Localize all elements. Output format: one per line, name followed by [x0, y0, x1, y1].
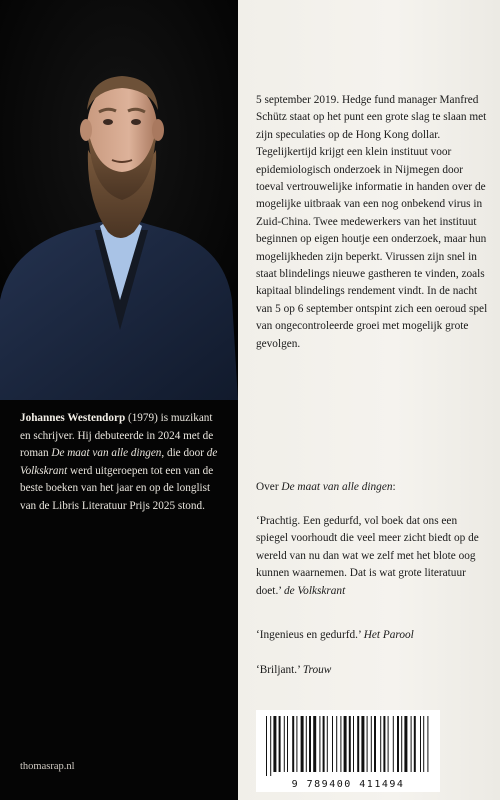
barcode-bar [404, 716, 407, 772]
reviews-heading [256, 479, 488, 496]
bio-newspaper: de Volkskrant [20, 447, 218, 477]
bio-text-1: is muzikant en schrijver. Hij debuteerde in 2024 met de roman [20, 412, 214, 459]
barcode-bar [414, 716, 416, 772]
barcode-bar [292, 716, 294, 772]
bio-text-2: , die door [161, 447, 207, 459]
review-quote-text: ‘Prachtig. Een gedurfd, vol boek dat ons een spiegel voorhoudt die veel meer zicht biedt op de wereld van nu dan wat we zelf met het blote oog kunnen waarnemen. Dat is wat grote literatuur doet.’ [256, 515, 479, 597]
barcode-bar [309, 716, 311, 772]
barcode-bar [423, 716, 424, 772]
barcode-bar [427, 716, 428, 772]
barcode-bar [336, 716, 337, 772]
barcode-bar [397, 716, 399, 772]
barcode-bar [380, 716, 381, 772]
barcode-bar [319, 716, 320, 772]
reviews-heading-prefix: Over [256, 481, 282, 493]
barcode-bar [349, 716, 351, 772]
barcode-bar [273, 716, 276, 772]
barcode-bar [411, 716, 412, 772]
bio-novel-title: De maat van alle dingen [51, 447, 162, 459]
barcode-bar [301, 716, 304, 772]
left-panel [0, 0, 238, 800]
bio-text-3: werd uitgeroepen tot een van de beste boeken van het jaar en op de longlist van de Libris Literatuur Prijs 2025 stond. [20, 464, 214, 512]
barcode-bar [353, 716, 354, 772]
review-quote-source: de Volkskrant [284, 584, 346, 597]
barcode-bar [270, 716, 271, 776]
barcode-bar [344, 716, 347, 772]
barcode-bar [287, 716, 288, 772]
barcode-bar [371, 716, 372, 772]
barcode-bar [340, 716, 341, 772]
reviews-heading-title: De maat van alle dingen [281, 481, 393, 493]
review-quote [256, 662, 488, 679]
author-portrait [0, 0, 238, 400]
book-blurb: 5 september 2019. Hedge fund manager Manfred Schütz staat op het punt een grote slag te slaan met zijn speculaties op de Hong Kong dollar. Tegelijkertijd krijgt een klein instituut voor epidemiologisch onderzoek in Nijmegen door toeval vertrouwelijke informatie in handen over de mogelijke uitbraak van een nog onbekend virus in Zuid-China. Twee medewerkers van het instituut beginnen op eigen houtje een onderzoek, maar hun mogelijkheden zijn beperkt. Virussen zijn snel in staat blindelings nieuwe gastheren te vinden, zoals kapitaal blindelings rendement vindt. In de nacht van 5 op 6 september ontspint zich een oeroud spel van ongecontroleerde groei met mogelijk grote gevolgen. [256, 94, 488, 350]
review-quote-source: Trouw [302, 664, 332, 676]
barcode-bar [361, 716, 364, 772]
author-photo [0, 0, 238, 400]
review-quote-text: ‘Briljant.’ [256, 664, 303, 676]
barcode-bar [332, 716, 333, 772]
author-name: Johannes Westendorp [20, 412, 126, 424]
barcode-bar [401, 716, 402, 772]
barcode-bar [323, 716, 325, 772]
right-panel [238, 0, 500, 800]
review-quote [256, 513, 488, 600]
barcode-bar [420, 716, 421, 772]
barcode-bar [367, 716, 368, 772]
barcode-bar [306, 716, 307, 772]
author-bio [20, 410, 220, 515]
barcode-bar [284, 716, 285, 772]
barcode-bars [256, 710, 440, 776]
isbn-barcode [256, 710, 440, 792]
review-quote [256, 627, 488, 644]
author-birth-year: (1979) [125, 412, 158, 424]
barcode-bar [357, 716, 359, 772]
barcode-bar [279, 716, 281, 772]
review-quote-text: ‘Ingenieus en gedurfd.’ [256, 629, 364, 641]
barcode-bar [388, 716, 389, 772]
review-quote-source: Het Parool [363, 629, 414, 641]
barcode-bar [313, 716, 316, 772]
barcode-bar [327, 716, 328, 772]
barcode-bar [383, 716, 385, 772]
publisher-website: thomasrap.nl [20, 761, 75, 772]
barcode-bar [266, 716, 267, 776]
barcode-bar [374, 716, 376, 772]
isbn-digits: 9 789400 411494 [291, 779, 405, 790]
barcode-bar [296, 716, 297, 772]
reviews-heading-suffix: : [392, 481, 396, 493]
barcode-bar [393, 716, 394, 772]
